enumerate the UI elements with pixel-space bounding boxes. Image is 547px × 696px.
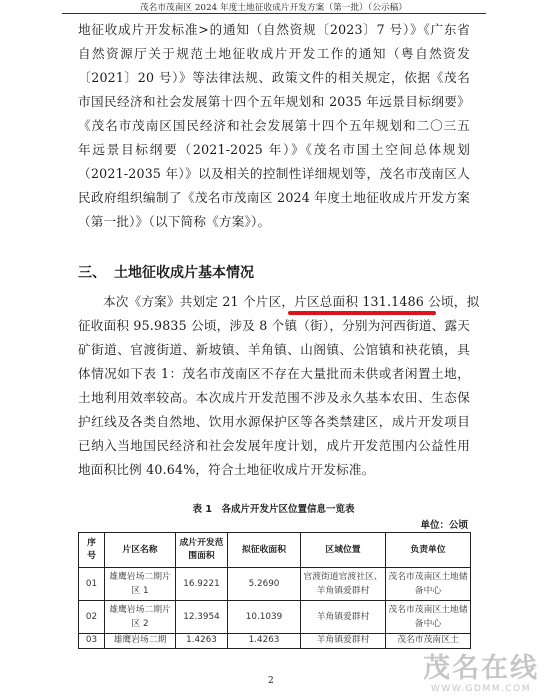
table-header-cell: 负责单位 xyxy=(386,533,471,568)
table-title: 表 1 各成片开发片区位置信息一览表 xyxy=(192,504,355,515)
table-row xyxy=(79,634,471,649)
table-cell: 雄鹰岩场二期片区 2 xyxy=(105,601,176,634)
body-line: 自然资源厅关于规范土地征收成片开发工作的通知（粤自然资发 xyxy=(78,46,470,61)
table-cell: 16.9221 xyxy=(176,568,228,601)
table-cell: 02 xyxy=(79,601,105,634)
table-cell: 03 xyxy=(79,634,105,649)
table-header-cell: 序号 xyxy=(79,533,105,568)
table-header-cell: 拟征收面积 xyxy=(228,533,301,568)
parcel-table xyxy=(78,532,471,649)
table-unit-label: 单位：公顷 xyxy=(420,520,468,531)
body-line: 地征收成片开发标准>的通知（自然资规〔2023〕7 号）》《广东省 xyxy=(78,22,470,37)
section-line: 矿街道、官渡街道、新坡镇、羊角镇、山阁镇、公馆镇和袂花镇，具 xyxy=(78,342,470,357)
watermark-url: WWW.GDMM.COM xyxy=(431,684,531,694)
section-line: 征收面积 95.9835 公顷，涉及 8 个镇（街），分别为河西街道、露天 xyxy=(78,318,471,333)
watermark-text: 茂名在线 xyxy=(423,653,539,684)
section-line: 护红线及各类自然地、饮用水源保护区等各类禁建区，成片开发项目 xyxy=(78,414,470,429)
header-rule xyxy=(62,13,486,14)
section-line: 已纳入当地国民经济和社会发展年度计划，成片开发范围内公益性用 xyxy=(78,438,470,453)
running-header: 茂名市茂南区 2024 年度土地征收成片开发方案（第一批）（公示稿） xyxy=(139,3,408,13)
body-line: 市国民经济和社会发展第十四个五年规划和 2035 年远景目标纲要》 xyxy=(78,94,470,109)
section-line: 本次《方案》共划定 21 个片区，片区总面积 131.1486 公顷，拟 xyxy=(103,294,480,309)
body-line: 〔2021〕20 号）》等法律法规、政策文件的相关规定，依据《茂名 xyxy=(78,70,470,85)
body-line: 年远景目标纲要（2021-2025 年）》《茂名市国土空间总体规划 xyxy=(78,142,470,157)
section-line: 体情况如下表 1：茂名市茂南区不存在大量批而未供或者闲置土地， xyxy=(78,366,470,381)
table-header-cell: 区域位置 xyxy=(301,533,386,568)
table-header-row xyxy=(79,533,471,568)
body-line: （2021-2035 年）》以及相关的控制性详细规划等，茂名市茂南区人 xyxy=(78,166,470,181)
table-cell: 1.4263 xyxy=(176,634,228,649)
table-cell: 羊角镇爱群村 xyxy=(301,634,386,649)
table-header-cell: 成片开发范围面积 xyxy=(176,533,228,568)
table-cell: 羊角镇爱群村 xyxy=(301,601,386,634)
table-cell: 1.4263 xyxy=(228,634,301,649)
section-title: 土地征收成片基本情况 xyxy=(114,265,254,281)
body-line: 《茂名市茂南区国民经济和社会发展第十四个五年规划和二〇三五 xyxy=(78,118,470,133)
table-cell: 官渡街道官渡社区、羊角镇爱群村 xyxy=(301,568,386,601)
body-line: （第一批）》（以下简称《方案》）。 xyxy=(78,214,271,229)
table-cell: 10.1039 xyxy=(228,601,301,634)
table-cell: 雄鹰岩场二期片区 1 xyxy=(105,568,176,601)
table-header-cell: 片区名称 xyxy=(105,533,176,568)
table-cell: 12.3954 xyxy=(176,601,228,634)
section-line: 地面积比例 40.64%，符合土地征收成片开发标准。 xyxy=(78,462,375,477)
table-cell: 茂名市茂南区土地储备中心 xyxy=(386,568,471,601)
table-cell: 01 xyxy=(79,568,105,601)
table-row xyxy=(79,568,471,601)
page-number: 2 xyxy=(268,676,274,686)
table-cell: 5.2690 xyxy=(228,568,301,601)
red-underline-annotation xyxy=(288,311,436,315)
table-cell: 茂名市茂南区土 xyxy=(386,634,471,649)
section-number: 三、 xyxy=(78,265,106,281)
section-heading xyxy=(78,262,254,282)
body-line: 民政府组织编制了《茂名市茂南区 2024 年度土地征收成片开发方案 xyxy=(78,190,470,205)
table-cell: 雄鹰岩场二期 xyxy=(105,634,176,649)
site-watermark xyxy=(423,654,539,694)
section-line: 土地利用效率较高。本次成片开发范围不涉及永久基本农田、生态保 xyxy=(78,390,470,405)
table-cell: 茂名市茂南区土地储备中心 xyxy=(386,601,471,634)
table-row xyxy=(79,601,471,634)
